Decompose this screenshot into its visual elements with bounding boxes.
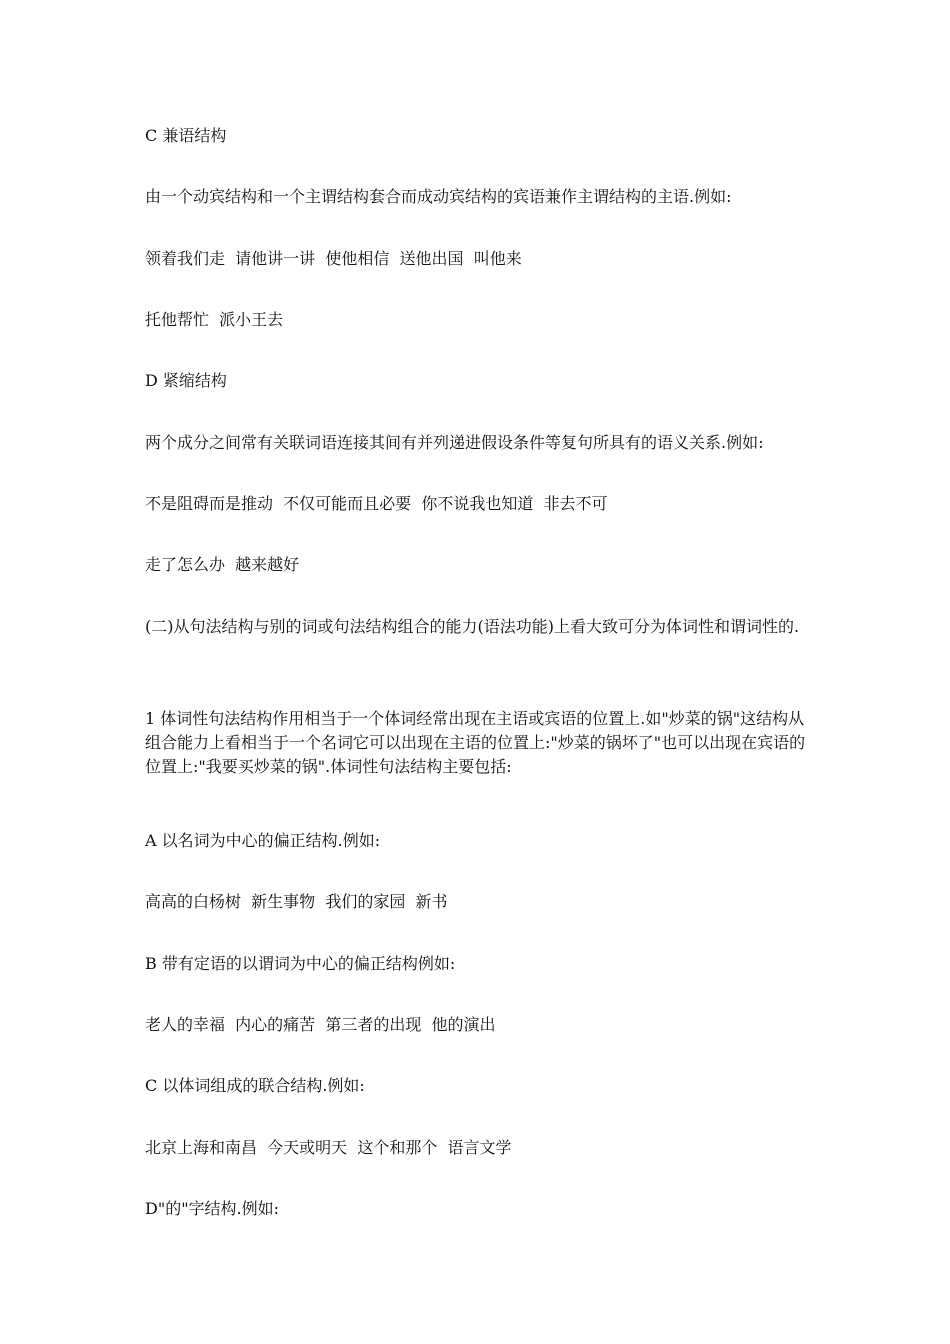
- examples-pivotal-1: 领着我们走 请他讲一讲 使他相信 送他出国 叫他来: [145, 249, 522, 268]
- examples-compressed-1: 不是阻碍而是推动 不仅可能而且必要 你不说我也知道 非去不可: [145, 494, 608, 513]
- examples-compressed-2: 走了怎么办 越来越好: [145, 555, 300, 574]
- examples-noun-centered: 高高的白杨树 新生事物 我们的家园 新书: [145, 892, 448, 911]
- examples-nominal-coordinate: 北京上海和南昌 今天或明天 这个和那个 语言文学: [145, 1138, 512, 1157]
- heading-d-compressed: D 紧缩结构: [145, 371, 227, 390]
- heading-d-de-structure: D"的"字结构.例如:: [145, 1199, 280, 1218]
- examples-predicate-centered: 老人的幸福 内心的痛苦 第三者的出现 他的演出: [145, 1015, 496, 1034]
- paragraph-compressed-definition: 两个成分之间常有关联词语连接其间有并列递进假设条件等复句所具有的语义关系.例如:: [145, 433, 764, 452]
- paragraph-pivotal-definition: 由一个动宾结构和一个主谓结构套合而成动宾结构的宾语兼作主谓结构的主语.例如:: [145, 187, 732, 206]
- heading-b-predicate-centered: B 带有定语的以谓词为中心的偏正结构例如:: [145, 954, 456, 973]
- heading-a-noun-centered: A 以名词为中心的偏正结构.例如:: [145, 831, 381, 850]
- paragraph-nominal-structures: 1 体词性句法结构作用相当于一个体词经常出现在主语或宾语的位置上.如"炒菜的锅"这结构从组合能力上看相当于一个名词它可以出现在主语的位置上:"炒菜的锅坏了"也可以出现在宾语的位置上:"我要买炒菜的锅".体词性句法结构主要包括:: [145, 709, 806, 776]
- heading-c-pivotal: C 兼语结构: [145, 126, 227, 145]
- examples-pivotal-2: 托他帮忙 派小王去: [145, 310, 284, 329]
- paragraph-section-two: (二)从句法结构与别的词或句法结构组合的能力(语法功能)上看大致可分为体词性和谓词性的.: [145, 617, 800, 636]
- heading-c-nominal-coordinate: C 以体词组成的联合结构.例如:: [145, 1076, 365, 1095]
